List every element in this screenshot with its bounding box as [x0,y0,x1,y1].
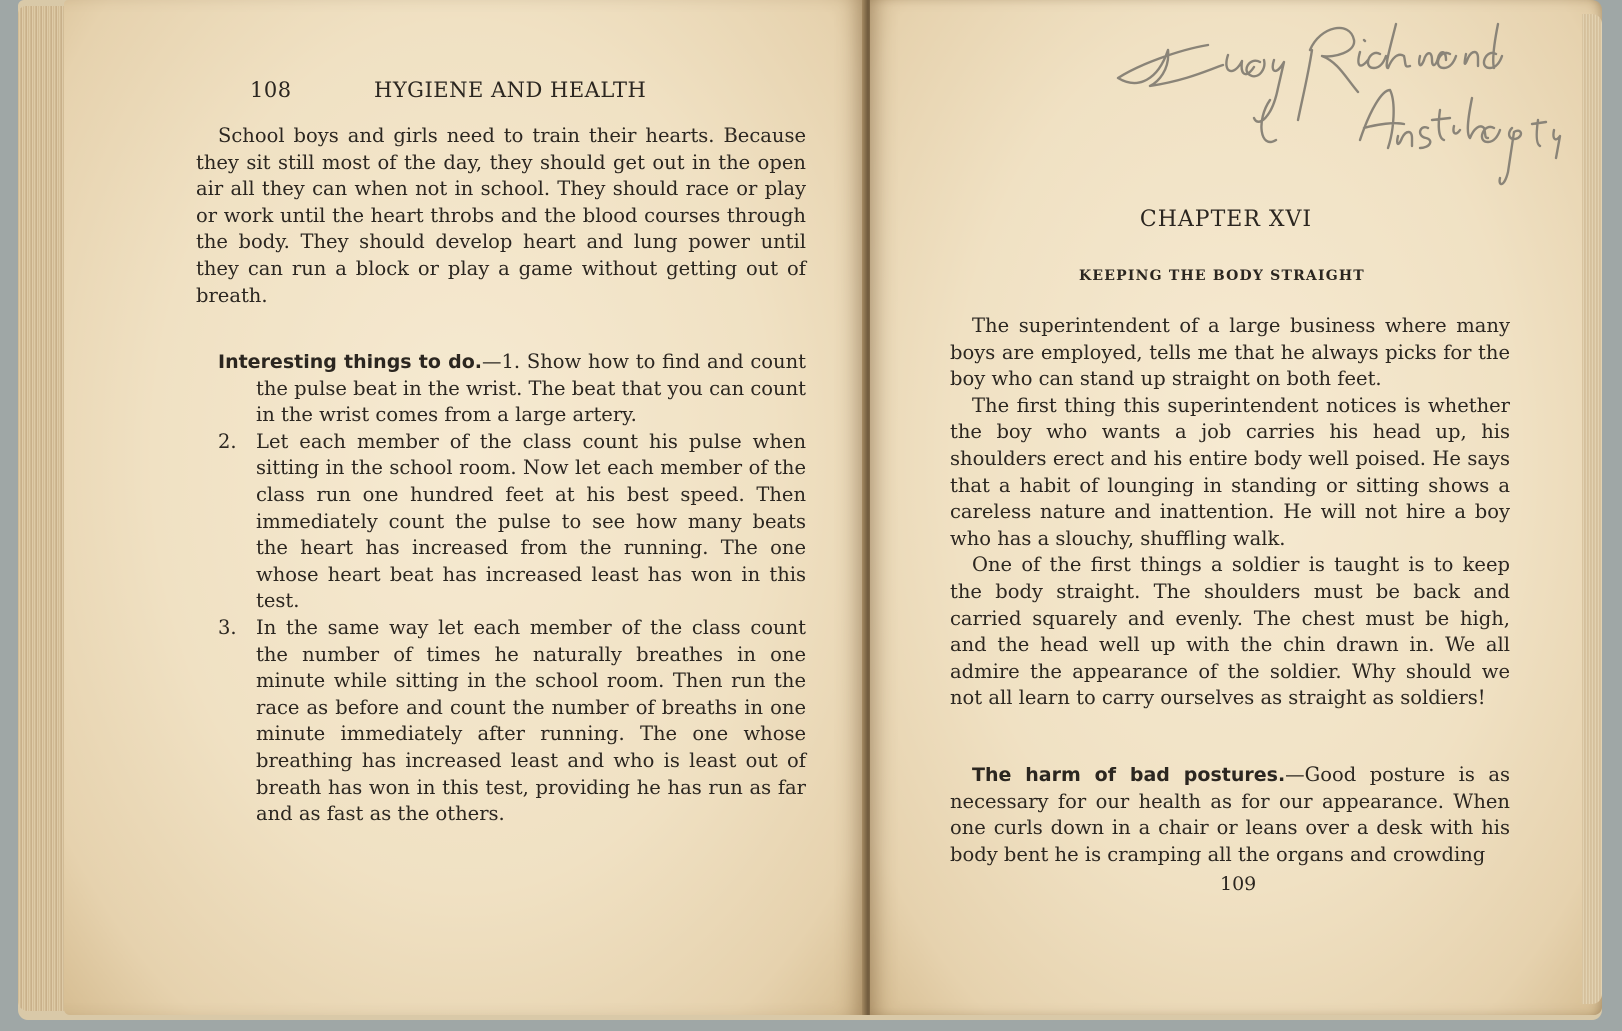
page-number-right: 109 [1220,873,1257,895]
open-book [18,0,1602,1020]
list-item [196,615,806,828]
list-item [196,349,806,429]
page-edges-right [1582,14,1602,1004]
running-head: HYGIENE AND HEALTH [374,78,647,102]
activity-number: 3. [218,615,237,639]
body-paragraph: School boys and girls need to train their hearts. Because they sit still most of the day, they should get out in the open air all they can when not in school. They should race or play or work until the heart throbs and the blood courses through the body. They should develop heart and lung power until they can run a block or play a game without getting out of breath. [196,124,806,307]
activity-number: 2. [218,429,237,453]
activity-text: Let each member of the class count his pulse when sitting in the school room. Now let each member of the class run one hundred feet at his best speed. Then immediately count the pulse to see how many beats the heart has increased from the running. The one whose heart beat has increased least has won in this test. [256,429,806,613]
body-paragraph: One of the first things a soldier is taught is to keep the body straight. The shoulders must be back and carried squarely and evenly. The chest must be high, and the head well up with the chin drawn in. We all admire the appearance of the soldier. Why should we not all learn to carry ourselves as straight as soldiers! [950,553,1510,710]
activities-list [196,349,806,828]
chapter-title: KEEPING THE BODY STRAIGHT [1079,268,1365,284]
list-item [196,429,806,615]
page-edges-left [18,6,66,1011]
section-paragraph [950,762,1510,868]
activity-text: Show how to find and count the pulse beat in the wrist. The beat that you can count in the wrist comes from a large artery. [256,350,807,427]
section-text: —Good posture is as necessary for our health as for our appearance. When one curls down in a chair or leans over a desk with his body bent he is cramping all the organs and crowding [950,763,1511,866]
chapter-body [950,313,1510,712]
activities-heading: Interesting things to do. [218,351,482,373]
left-page [64,0,864,1015]
body-paragraph: The first thing this superintendent notices is whether the boy who wants a job carries his head up, his shoulders erect and his entire body well poised. He says that a habit of lounging in standing or sitting shows a careless nature and inattention. He will not hire a boy who has a slouchy, shuffling walk. [950,393,1510,550]
right-page [870,0,1602,1015]
activity-text: In the same way let each member of the class count the number of times he naturally breathes in one minute while sitting in the school room. Then run the race as before and count the number of breaths in one minute immediately after running. The one whose breathing has increased least and who is least out of breath has won in this test, providing he has run as far and as fast as the others. [256,615,806,826]
page-number-left: 108 [250,78,292,102]
activity-intro-number: —1. [482,350,521,373]
handwritten-signature [1098,10,1608,210]
chapter-number: CHAPTER XVI [1139,207,1313,232]
section-heading: The harm of bad postures. [972,764,1286,786]
body-paragraph: The superintendent of a large business where many boys are employed, tells me that he always picks for the boy who can stand up straight on both feet. [950,314,1510,391]
